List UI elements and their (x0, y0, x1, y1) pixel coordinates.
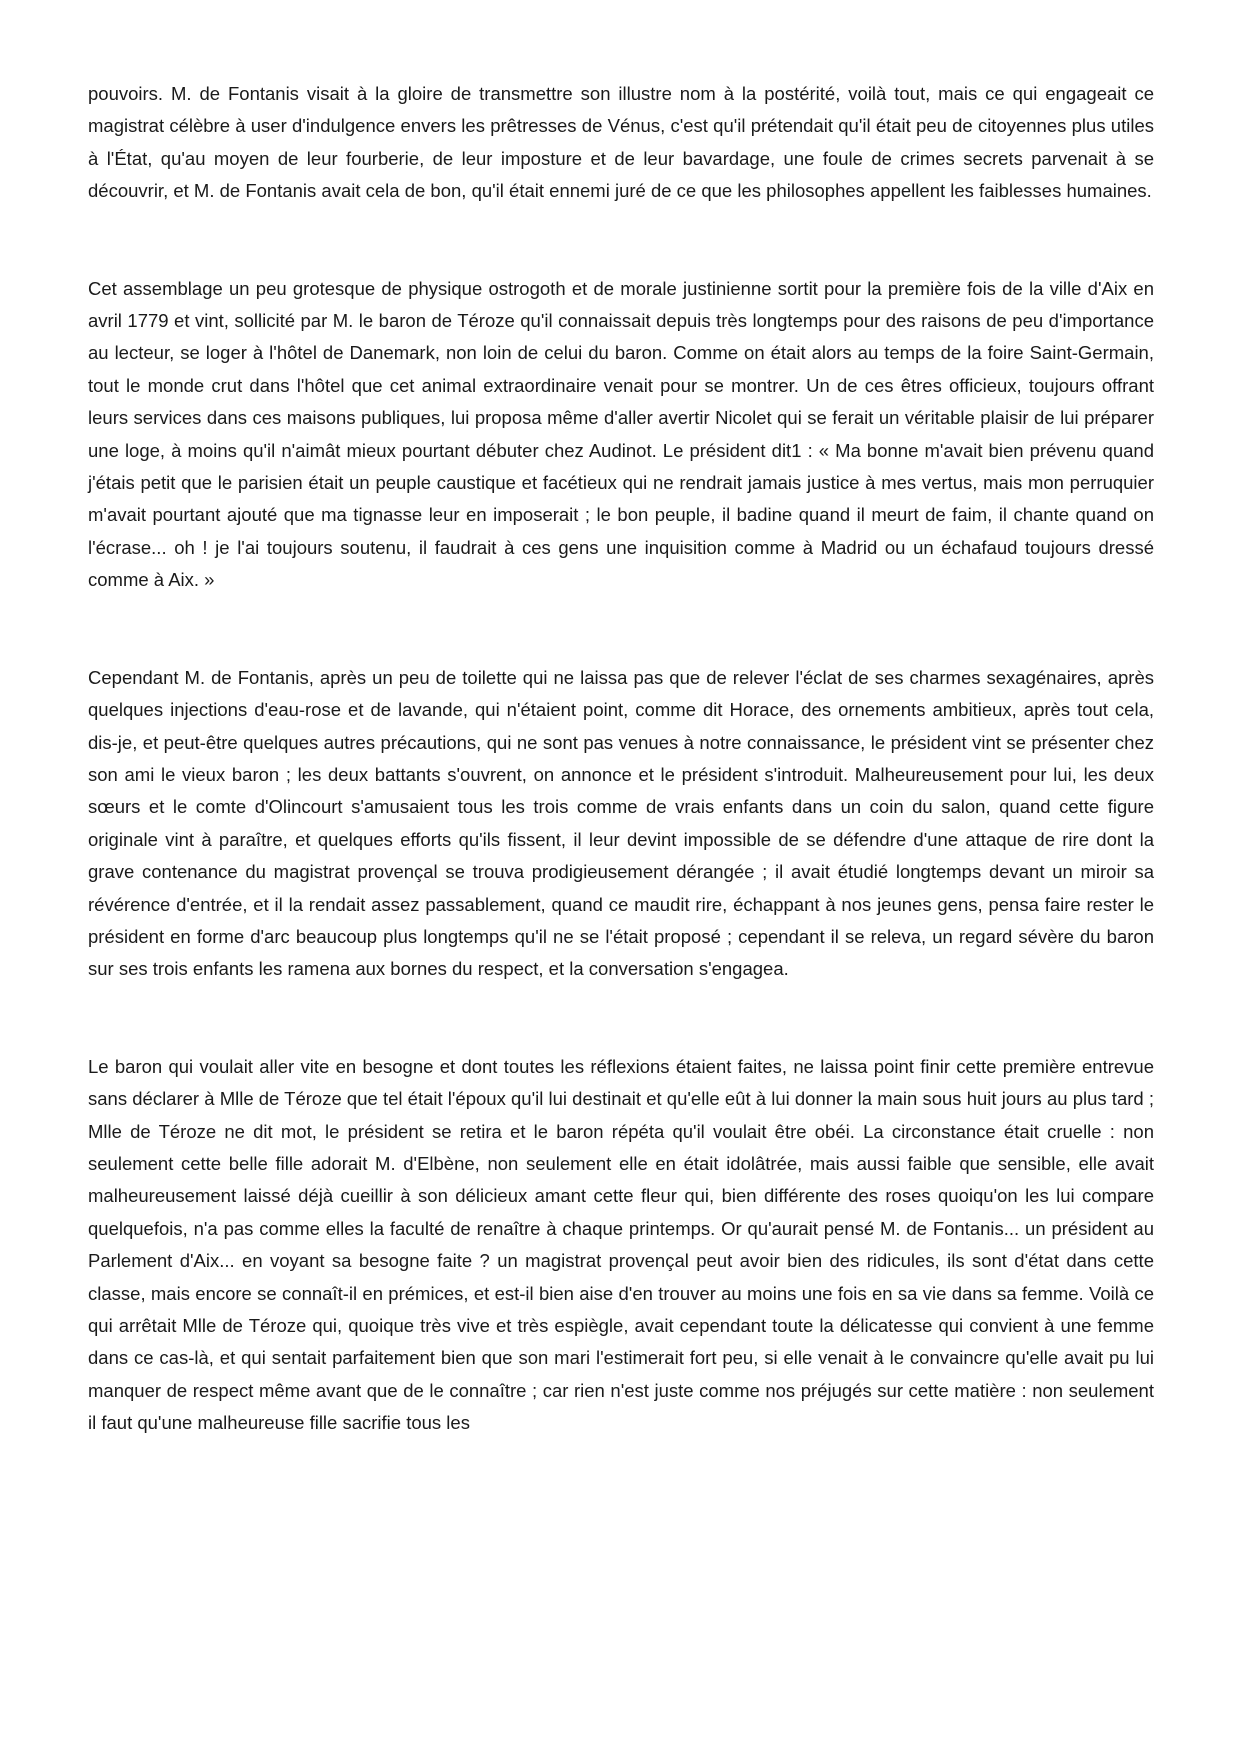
paragraph-2: Cet assemblage un peu grotesque de physique ostrogoth et de morale justinienne sortit pour la première fois de la ville d'Aix en avril 1779 et vint, sollicité par M. le baron de Téroze qu'il connaissait depuis très longtemps pour des raisons de peu d'importance au lecteur, se loger à l'hôtel de Danemark, non loin de celui du baron. Comme on était alors au temps de la foire Saint-Germain, tout le monde crut dans l'hôtel que cet animal extraordinaire venait pour se montrer. Un de ces êtres officieux, toujours offrant leurs services dans ces maisons publiques, lui proposa même d'aller avertir Nicolet qui se ferait un véritable plaisir de lui préparer une loge, à moins qu'il n'aimât mieux pourtant débuter chez Audinot. Le président dit1 : « Ma bonne m'avait bien prévenu quand j'étais petit que le parisien était un peuple caustique et facétieux qui ne rendrait jamais justice à mes vertus, mais mon perruquier m'avait pourtant ajouté que ma tignasse leur en imposerait ; le bon peuple, il badine quand il meurt de faim, il chante quand on l'écrase... oh ! je l'ai toujours soutenu, il faudrait à ces gens une inquisition comme à Madrid ou un échafaud toujours dressé comme à Aix. » (88, 277, 1154, 591)
document-page (88, 78, 1154, 1440)
paragraph-1: pouvoirs. M. de Fontanis visait à la gloire de transmettre son illustre nom à la postérité, voilà tout, mais ce qui engageait ce magistrat célèbre à user d'indulgence envers les prêtresses de Vénus, c'est qu'il prétendait qu'il était peu de citoyennes plus utiles à l'État, qu'au moyen de leur fourberie, de leur imposture et de leur bavardage, une foule de crimes secrets parvenait à se découvrir, et M. de Fontanis avait cela de bon, qu'il était ennemi juré de ce que les philosophes appellent les faiblesses humaines. (88, 83, 1154, 202)
paragraph-3: Cependant M. de Fontanis, après un peu de toilette qui ne laissa pas que de relever l'éclat de ses charmes sexagénaires, après quelques injections d'eau-rose et de lavande, qui n'étaient point, comme dit Horace, des ornements ambitieux, après tout cela, dis-je, et peut-être quelques autres précautions, qui ne sont pas venues à notre connaissance, le président vint se présenter chez son ami le vieux baron ; les deux battants s'ouvrent, on annonce et le président s'introduit. Malheureusement pour lui, les deux sœurs et le comte d'Olincourt s'amusaient tous les trois comme de vrais enfants dans un coin du salon, quand cette figure originale vint à paraître, et quelques efforts qu'ils fissent, il leur devint impossible de se défendre d'une attaque de rire dont la grave contenance du magistrat provençal se trouva prodigieusement dérangée ; il avait étudié longtemps devant un miroir sa révérence d'entrée, et il la rendait assez passablement, quand ce maudit rire, échappant à nos jeunes gens, pensa faire rester le président en forme d'arc beaucoup plus longtemps qu'il ne se l'était proposé ; cependant il se releva, un regard sévère du baron sur ses trois enfants les ramena aux bornes du respect, et la conversation s'engagea. (88, 666, 1154, 980)
paragraph-4: Le baron qui voulait aller vite en besogne et dont toutes les réflexions étaient faites, ne laissa point finir cette première entrevue sans déclarer à Mlle de Téroze que tel était l'époux qu'il lui destinait et qu'elle eût à lui donner la main sous huit jours au plus tard ; Mlle de Téroze ne dit mot, le président se retira et le baron répéta qu'il voulait être obéi. La circonstance était cruelle : non seulement cette belle fille adorait M. d'Elbène, non seulement elle en était idolâtrée, mais aussi faible que sensible, elle avait malheureusement laissé déjà cueillir à son délicieux amant cette fleur qui, bien différente des roses quoiqu'on les lui compare quelquefois, n'a pas comme elles la faculté de renaître à chaque printemps. Or qu'aurait pensé M. de Fontanis... un président au Parlement d'Aix... en voyant sa besogne faite ? un magistrat provençal peut avoir bien des ridicules, ils sont d'état dans cette classe, mais encore se connaît-il en prémices, et est-il bien aise d'en trouver au moins une fois en sa vie dans sa femme. Voilà ce qui arrêtait Mlle de Téroze qui, quoique très vive et très espiègle, avait cependant toute la délicatesse qui convient à une femme dans ce cas-là, et qui sentait parfaitement bien que son mari l'estimerait fort peu, si elle venait à le convaincre qu'elle avait pu lui manquer de respect même avant que de le connaître ; car rien n'est juste comme nos préjugés sur cette matière : non seulement il faut qu'une malheureuse fille sacrifie tous les (88, 1055, 1154, 1434)
